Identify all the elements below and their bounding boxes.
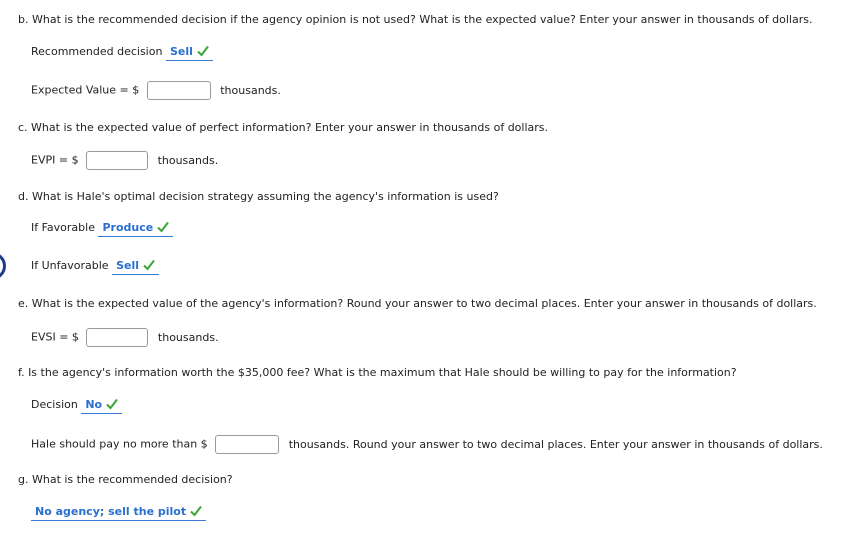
recommended-decision-row: [31, 45, 213, 61]
evpi-label: EVPI = $: [31, 153, 79, 167]
unfavorable-label: If Unfavorable: [31, 259, 109, 272]
evsi-row: [31, 328, 219, 347]
question-d: d. What is Hale's optimal decision strategy assuming the agency's information is used?: [18, 190, 499, 203]
expected-value-suffix: thousands.: [220, 83, 281, 97]
max-pay-suffix: thousands. Round your answer to two decimal places. Enter your answer in thousands of dollars.: [288, 437, 823, 451]
max-pay-row: [31, 435, 823, 454]
question-g: g. What is the recommended decision?: [18, 473, 233, 486]
expected-value-input[interactable]: [147, 81, 211, 100]
question-b: b. What is the recommended decision if the agency opinion is not used? What is the expected value? Enter your answer in thousands of dollars.: [18, 13, 813, 26]
max-pay-label: Hale should pay no more than $: [31, 437, 208, 451]
recommended-decision-value: Sell: [169, 45, 193, 58]
check-icon: [190, 505, 202, 517]
favorable-label: If Favorable: [31, 221, 95, 234]
focus-ring-marker: [0, 252, 6, 280]
expected-value-row: [31, 81, 281, 100]
recommended-decision-label: Recommended decision: [31, 45, 163, 58]
check-icon: [143, 259, 155, 271]
evpi-suffix: thousands.: [157, 153, 219, 167]
fee-decision-label: Decision: [31, 398, 78, 411]
fee-decision-row: [31, 398, 122, 414]
recommended-decision-select[interactable]: [166, 45, 213, 61]
evsi-suffix: thousands.: [157, 330, 219, 344]
fee-decision-select[interactable]: [81, 398, 122, 414]
check-icon: [157, 221, 169, 233]
fee-decision-value: No: [85, 398, 103, 411]
evsi-input[interactable]: [86, 328, 148, 347]
question-e: e. What is the expected value of the agency's information? Round your answer to two decimal places. Enter your answer in thousands of dollars.: [18, 297, 817, 310]
final-decision-value: No agency; sell the pilot: [35, 505, 187, 518]
check-icon: [197, 45, 209, 57]
favorable-value: Produce: [102, 221, 154, 234]
question-f: f. Is the agency's information worth the $35,000 fee? What is the maximum that Hale should be willing to pay for the information?: [18, 366, 737, 379]
evsi-label: EVSI = $: [31, 330, 79, 344]
max-pay-input[interactable]: [215, 435, 279, 454]
final-decision-select[interactable]: [31, 505, 206, 521]
evpi-row: [31, 151, 218, 170]
check-icon: [106, 398, 118, 410]
evpi-input[interactable]: [86, 151, 148, 170]
unfavorable-row: [31, 259, 159, 275]
favorable-row: [31, 221, 173, 237]
expected-value-label: Expected Value = $: [31, 83, 140, 97]
question-c: c. What is the expected value of perfect information? Enter your answer in thousands of dollars.: [18, 121, 549, 134]
final-decision-row: [31, 505, 206, 521]
unfavorable-value: Sell: [116, 259, 139, 272]
favorable-select[interactable]: [98, 221, 173, 237]
unfavorable-select[interactable]: [112, 259, 159, 275]
